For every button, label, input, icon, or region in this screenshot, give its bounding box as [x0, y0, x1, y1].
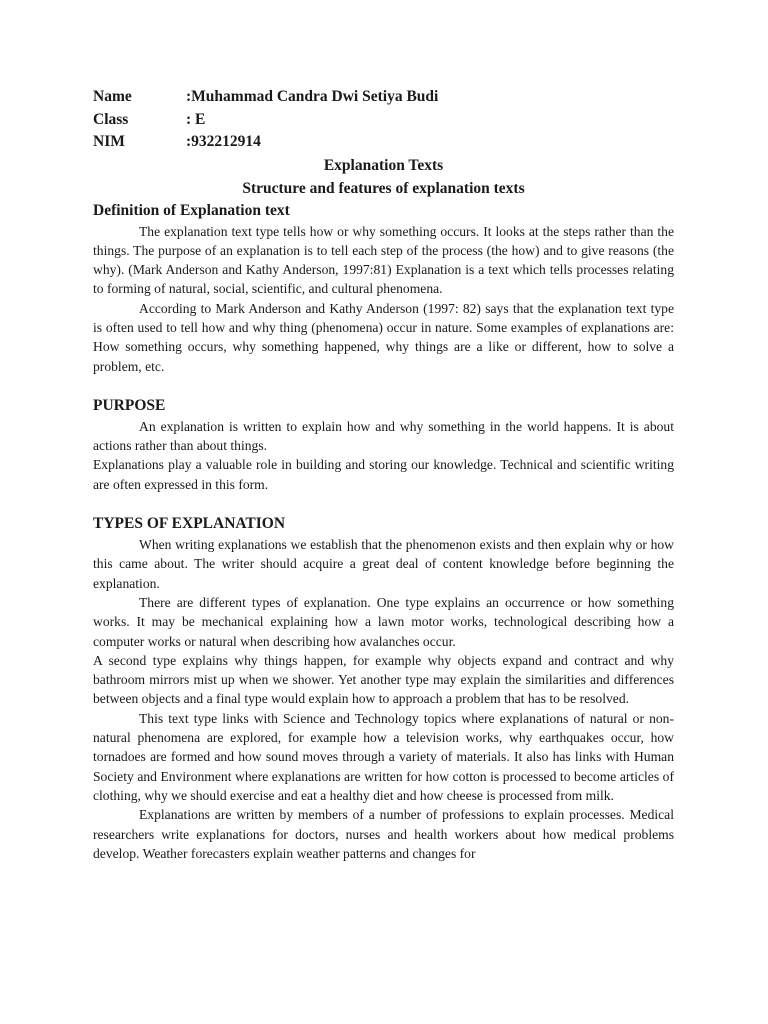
types-heading: TYPES OF EXPLANATION [93, 515, 286, 533]
nim-label: NIM [93, 133, 125, 150]
document-subtitle: Structure and features of explanation texts [242, 179, 525, 197]
name-value: :Muhammad Candra Dwi Setiya Budi [186, 88, 439, 105]
class-row [93, 109, 674, 132]
purpose-paragraph-1: An explanation is written to explain how and why something in the world happens. It is about actions rather than about things. [93, 418, 674, 454]
document-page [93, 86, 674, 863]
purpose-heading: PURPOSE [93, 396, 166, 414]
class-value: : E [186, 110, 206, 128]
types-paragraph-1: When writing explanations we establish that the phenomenon exists and then explain why or how this came about. The writer should acquire a great deal of content knowledge before beginning the explanation. [93, 537, 674, 591]
definition-heading: Definition of Explanation text [93, 201, 290, 219]
types-paragraph-5: Explanations are written by members of a number of professions to explain processes. Medical researchers write explanations for doctors, nurses and health workers about how medical problems develop. Weather forecasters explain weather patterns and changes for [93, 807, 674, 861]
class-label: Class [93, 110, 129, 128]
document-title: Explanation Texts [323, 156, 444, 174]
purpose-paragraph-2: Explanations play a valuable role in building and storing our knowledge. Technical and scientific writing are often expressed in this form. [93, 457, 674, 492]
definition-paragraph-1: The explanation text type tells how or why something occurs. It looks at the steps rather than the things. The purpose of an explanation is to tell each step of the process (the how) and to give reasons (the why). (Mark Anderson and Kathy Anderson, 1997:81) Explanation is a text which tells processes relating to forming of natural, social, scientific, and cultural phenomena. [93, 223, 674, 297]
nim-value: :932212914 [186, 133, 261, 150]
types-paragraph-2: There are different types of explanation. One type explains an occurrence or how something works. It may be mechanical explaining how a lawn motor works, technological describing how a computer works or natural when describing how avalanches occur. [93, 594, 674, 649]
name-row [93, 86, 674, 109]
name-label: Name [93, 88, 132, 105]
nim-row [93, 131, 674, 154]
definition-paragraph-2: According to Mark Anderson and Kathy Anderson (1997: 82) says that the explanation text type is often used to tell how and why thing (phenomena) occur in nature. Some examples of explanations are: How something occurs, why something happened, why things are a like or different, how to solve a problem, etc. [93, 300, 674, 374]
types-paragraph-4: This text type links with Science and Technology topics where explanations of natural or non-natural phenomena are explored, for example how a television works, why earthquakes occur, how tornadoes are formed and how sound moves through a variety of materials. It also has links with Human Society and Environment where explanations are written for how cotton is processed to become articles of clothing, why we should exercise and eat a healthy diet and how cheese is processed from milk. [93, 710, 674, 803]
types-paragraph-3: A second type explains why things happen, for example why objects expand and contract and why bathroom mirrors mist up when we shower. Yet another type may explain the similarities and differences between objects and a final type would explain how to approach a problem that has to be resolved. [93, 652, 674, 707]
